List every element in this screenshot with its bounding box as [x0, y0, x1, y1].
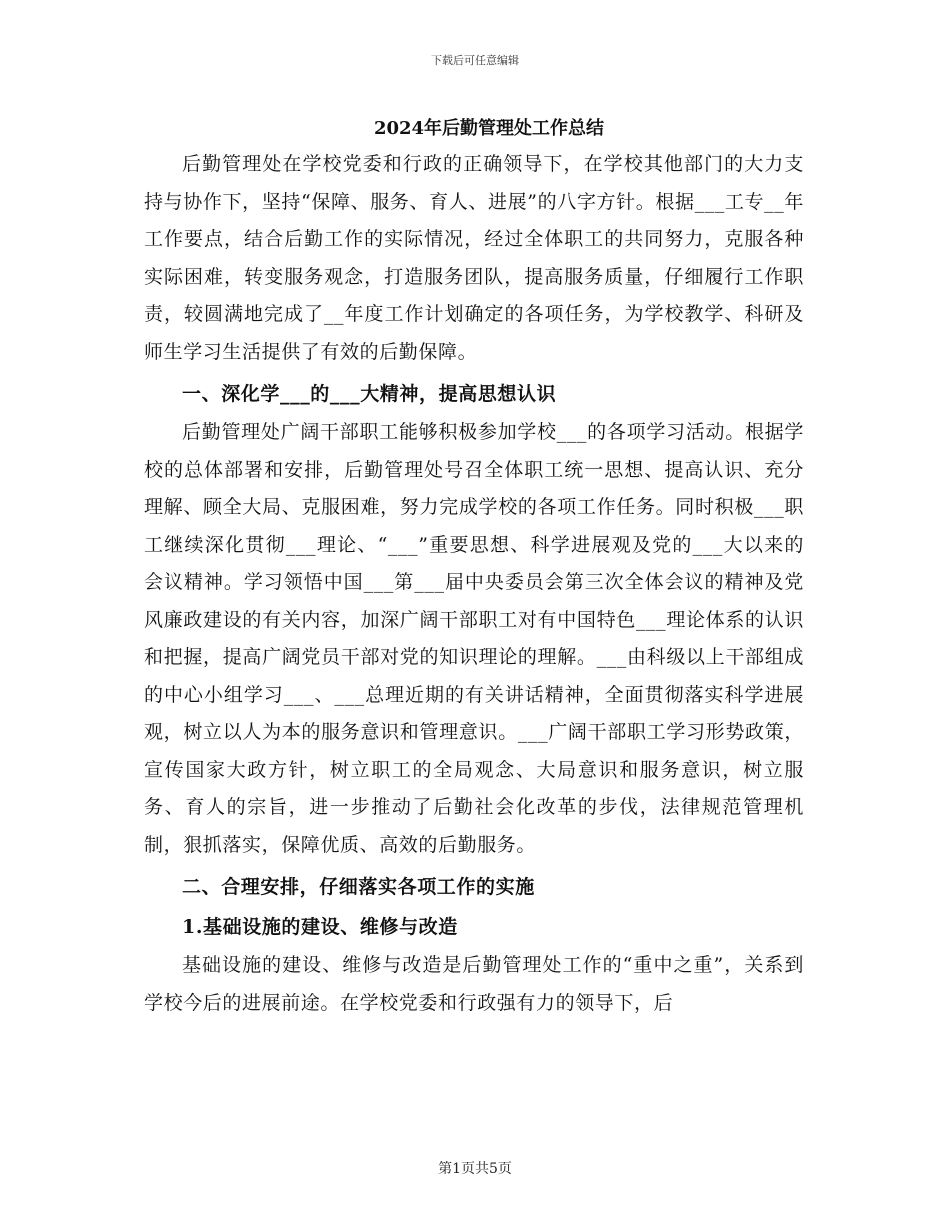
- section-1-paragraph: 后勤管理处广阔干部职工能够积极参加学校___的各项学习活动。根据学校的总体部署和安排，后勤管理处号召全体职工统一思想、提高认识、充分理解、顾全大局、克服困难，努力完成学校的各项工作任务。同时积极___职工继续深化贯彻___理论、“___”重要思想、科学进展观及党的___大以来的会议精神。学习领悟中国___第___届中央委员会第三次全体会议的精神及党风廉政建设的有关内容，加深广阔干部职工对有中国特色___理论体系的认识和把握，提高广阔党员干部对党的知识理论的理解。___由科级以上干部组成的中心小组学习___、___总理近期的有关讲话精神，全面贯彻落实科学进展观，树立以人为本的服务意识和管理意识。___广阔干部职工学习形势政策，宣传国家大政方针，树立职工的全局观念、大局意识和服务意识，树立服务、育人的宗旨，进一步推动了后勤社会化改革的步伐，法律规范管理机制，狠抓落实，保障优质、高效的后勤服务。: [144, 421, 804, 856]
- section-heading-1: 一、深化学___的___大精神，提高思想认识: [182, 383, 557, 405]
- document-body: [144, 112, 804, 1022]
- document-title: 2024年后勤管理处工作总结: [373, 118, 605, 139]
- subsection-1-paragraph: 基础设施的建设、维修与改造是后勤管理处工作的“重中之重”，关系到学校今后的进展前途。在学校党委和行政强有力的领导下，后: [144, 954, 804, 1014]
- page-footer: 第1页共5页: [438, 1161, 512, 1177]
- page-header: 下载后可任意编辑: [431, 54, 519, 67]
- subsection-heading-1: 1.基础设施的建设、维修与改造: [182, 916, 458, 938]
- intro-paragraph: 后勤管理处在学校党委和行政的正确领导下，在学校其他部门的大力支持与协作下，坚持“保障、服务、育人、进展”的八字方针。根据___工专__年工作要点，结合后勤工作的实际情况，经过全体职工的共同努力，克服各种实际困难，转变服务观念，打造服务团队，提高服务质量，仔细履行工作职责，较圆满地完成了__年度工作计划确定的各项任务，为学校教学、科研及师生学习生活提供了有效的后勤保障。: [144, 153, 804, 363]
- section-heading-2: 二、合理安排，仔细落实各项工作的实施: [182, 876, 535, 898]
